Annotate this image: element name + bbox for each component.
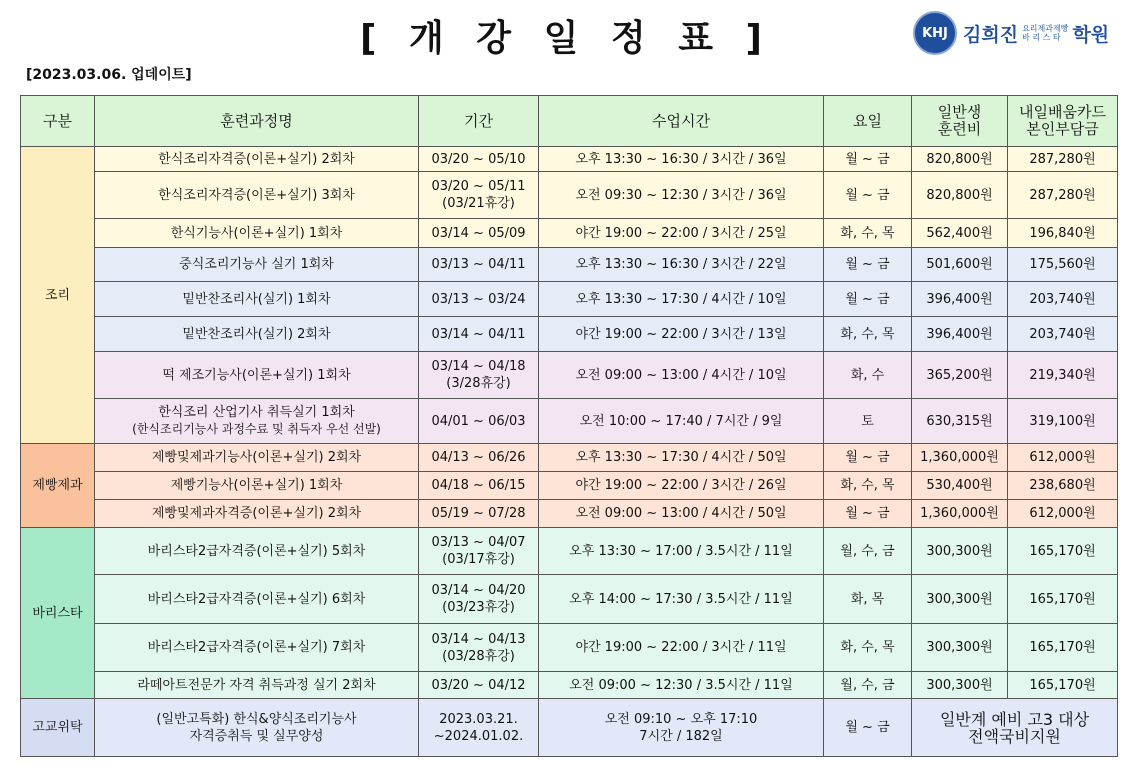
- course-name: (일반고특화) 한식&양식조리기능사: [156, 711, 357, 727]
- class-time: 오전 09:10 ~ 오후 17:10: [604, 711, 758, 727]
- course-cell: [95, 699, 419, 757]
- class-time: 오후 13:30 ~ 17:30 / 4시간 / 50일: [539, 444, 824, 472]
- category-barista: 바리스타: [21, 528, 95, 699]
- table-row: [21, 444, 1118, 472]
- logo-suffix: 학원: [1072, 23, 1110, 46]
- support-target: 일반계 예비 고3 대상: [939, 709, 1090, 729]
- header-time: 수업시간: [539, 96, 824, 147]
- table-row: [21, 248, 1118, 282]
- days: 화, 수: [824, 352, 912, 399]
- table-row: [21, 472, 1118, 500]
- copay: 165,170원: [1008, 672, 1118, 699]
- days: 월, 수, 금: [824, 672, 912, 699]
- update-date: [2023.03.06. 업데이트]: [26, 67, 192, 83]
- course-name: 중식조리기능사 실기 1회차: [95, 248, 419, 282]
- period: 03/20 ~ 05/11: [431, 179, 526, 194]
- days: 화, 목: [824, 575, 912, 624]
- copay: 165,170원: [1008, 528, 1118, 575]
- course-cell: [95, 399, 419, 444]
- table-row: [21, 528, 1118, 575]
- fee: 300,300원: [912, 672, 1008, 699]
- period: 03/14 ~ 04/18: [431, 359, 526, 374]
- table-row: [21, 672, 1118, 699]
- days: 월 ~ 금: [824, 500, 912, 528]
- fee: 820,800원: [912, 172, 1008, 219]
- course-name: 제빵및제과자격증(이론+실기) 2회차: [95, 500, 419, 528]
- period-cell: [419, 624, 539, 672]
- fee: 562,400원: [912, 219, 1008, 248]
- course-name: 한식기능사(이론+실기) 1회차: [95, 219, 419, 248]
- days: 월 ~ 금: [824, 699, 912, 757]
- course-name: 떡 제조기능사(이론+실기) 1회차: [95, 352, 419, 399]
- course-name: 바리스타2급자격증(이론+실기) 5회차: [95, 528, 419, 575]
- period: 03/20 ~ 04/12: [419, 672, 539, 699]
- header-fee: 일반생 훈련비: [912, 96, 1008, 147]
- table-row: [21, 147, 1118, 172]
- course-name: 한식조리 산업기사 취득실기 1회차: [158, 405, 355, 420]
- days: 월 ~ 금: [824, 172, 912, 219]
- course-name: 한식조리자격증(이론+실기) 2회차: [95, 147, 419, 172]
- days: 토: [824, 399, 912, 444]
- period: 03/13 ~ 04/11: [419, 248, 539, 282]
- fee: 365,200원: [912, 352, 1008, 399]
- period: 03/13 ~ 04/07: [431, 535, 526, 550]
- course-name: 제빵기능사(이론+실기) 1회차: [95, 472, 419, 500]
- course-note: (한식조리기능사 과정수료 및 취득자 우선 선발): [132, 422, 381, 436]
- header-course: 훈련과정명: [95, 96, 419, 147]
- header-days: 요일: [824, 96, 912, 147]
- days: 월, 수, 금: [824, 528, 912, 575]
- days: 화, 수, 목: [824, 219, 912, 248]
- days: 화, 수, 목: [824, 317, 912, 352]
- table-row: [21, 317, 1118, 352]
- copay: 287,280원: [1008, 172, 1118, 219]
- fee: 501,600원: [912, 248, 1008, 282]
- period-cell: [419, 352, 539, 399]
- class-time: 오전 10:00 ~ 17:40 / 7시간 / 9일: [539, 399, 824, 444]
- copay: 203,740원: [1008, 317, 1118, 352]
- logo-sub1: 요리제과제빵: [1022, 24, 1069, 33]
- fee: 300,300원: [912, 575, 1008, 624]
- course-note: 자격증취득 및 실무양성: [189, 728, 324, 744]
- copay: 203,740원: [1008, 282, 1118, 317]
- logo-emblem-icon: KHJ: [913, 11, 957, 55]
- table-row: [21, 699, 1118, 757]
- support-cell: [912, 699, 1118, 757]
- academy-logo: [913, 11, 1109, 55]
- category-cook: 조리: [21, 147, 95, 444]
- copay: 287,280원: [1008, 147, 1118, 172]
- table-row: [21, 172, 1118, 219]
- course-name: 바리스타2급자격증(이론+실기) 6회차: [95, 575, 419, 624]
- course-name: 제빵및제과기능사(이론+실기) 2회차: [95, 444, 419, 472]
- copay: 319,100원: [1008, 399, 1118, 444]
- table-row: [21, 219, 1118, 248]
- period: 05/19 ~ 07/28: [419, 500, 539, 528]
- period-note: (03/17휴강): [442, 552, 515, 567]
- class-time: 오후 14:00 ~ 17:30 / 3.5시간 / 11일: [539, 575, 824, 624]
- course-name: 한식조리자격증(이론+실기) 3회차: [95, 172, 419, 219]
- days: 월 ~ 금: [824, 147, 912, 172]
- copay: 612,000원: [1008, 444, 1118, 472]
- period: 2023.03.21.: [439, 711, 518, 727]
- period-note: (03/23휴강): [442, 600, 515, 615]
- period-cell: [419, 699, 539, 757]
- class-time: 오후 13:30 ~ 17:00 / 3.5시간 / 11일: [539, 528, 824, 575]
- period: 03/14 ~ 04/20: [431, 583, 526, 598]
- copay: 219,340원: [1008, 352, 1118, 399]
- table-row: [21, 500, 1118, 528]
- course-name: 밑반찬조리사(실기) 1회차: [95, 282, 419, 317]
- copay: 175,560원: [1008, 248, 1118, 282]
- logo-name: 김희진: [963, 23, 1019, 46]
- period: 03/14 ~ 05/09: [419, 219, 539, 248]
- logo-sub2: 바 리 스 타: [1022, 33, 1061, 42]
- copay: 238,680원: [1008, 472, 1118, 500]
- class-duration: 7시간 / 182일: [639, 728, 723, 744]
- table-row: [21, 282, 1118, 317]
- class-time: 오후 13:30 ~ 16:30 / 3시간 / 36일: [539, 147, 824, 172]
- class-time: 오전 09:00 ~ 12:30 / 3.5시간 / 11일: [539, 672, 824, 699]
- class-time: 오전 09:30 ~ 12:30 / 3시간 / 36일: [539, 172, 824, 219]
- period: 04/13 ~ 06/26: [419, 444, 539, 472]
- period: 04/18 ~ 06/15: [419, 472, 539, 500]
- copay: 165,170원: [1008, 624, 1118, 672]
- period: 04/01 ~ 06/03: [419, 399, 539, 444]
- fee: 300,300원: [912, 528, 1008, 575]
- period-note: ~2024.01.02.: [433, 728, 524, 744]
- header-period: 기간: [419, 96, 539, 147]
- fee: 530,400원: [912, 472, 1008, 500]
- days: 월 ~ 금: [824, 282, 912, 317]
- period-cell: [419, 172, 539, 219]
- table-row: [21, 399, 1118, 444]
- header-row: [21, 96, 1118, 147]
- header-copay: 내일배움카드 본인부담금: [1008, 96, 1118, 147]
- class-time-cell: [539, 699, 824, 757]
- copay: 612,000원: [1008, 500, 1118, 528]
- days: 화, 수, 목: [824, 624, 912, 672]
- period: 03/14 ~ 04/13: [431, 631, 526, 647]
- class-time: 야간 19:00 ~ 22:00 / 3시간 / 13일: [539, 317, 824, 352]
- class-time: 야간 19:00 ~ 22:00 / 3시간 / 26일: [539, 472, 824, 500]
- class-time: 야간 19:00 ~ 22:00 / 3시간 / 25일: [539, 219, 824, 248]
- course-name: 바리스타2급자격증(이론+실기) 7회차: [95, 624, 419, 672]
- class-time: 오전 09:00 ~ 13:00 / 4시간 / 50일: [539, 500, 824, 528]
- period-cell: [419, 528, 539, 575]
- table-row: [21, 624, 1118, 672]
- category-bakery: 제빵제과: [21, 444, 95, 528]
- fee: 396,400원: [912, 317, 1008, 352]
- period: 03/13 ~ 03/24: [419, 282, 539, 317]
- period-note: (03/21휴강): [442, 196, 515, 211]
- table-row: [21, 352, 1118, 399]
- fee: 396,400원: [912, 282, 1008, 317]
- days: 월 ~ 금: [824, 248, 912, 282]
- period-cell: [419, 575, 539, 624]
- course-name: 라떼아트전문가 자격 취득과정 실기 2회차: [95, 672, 419, 699]
- table-row: [21, 575, 1118, 624]
- fee: 1,360,000원: [912, 444, 1008, 472]
- header-category: 구분: [21, 96, 95, 147]
- period-note: (3/28휴강): [446, 376, 511, 391]
- support-funding: 전액국비지원: [968, 726, 1061, 746]
- period-note: (03/28휴강): [442, 648, 515, 664]
- category-school: 고교위탁: [21, 699, 95, 757]
- copay: 165,170원: [1008, 575, 1118, 624]
- class-time: 오후 13:30 ~ 16:30 / 3시간 / 22일: [539, 248, 824, 282]
- copay: 196,840원: [1008, 219, 1118, 248]
- class-time: 오전 09:00 ~ 13:00 / 4시간 / 10일: [539, 352, 824, 399]
- class-time: 오후 13:30 ~ 17:30 / 4시간 / 10일: [539, 282, 824, 317]
- fee: 1,360,000원: [912, 500, 1008, 528]
- days: 월 ~ 금: [824, 444, 912, 472]
- period: 03/14 ~ 04/11: [419, 317, 539, 352]
- fee: 820,800원: [912, 147, 1008, 172]
- days: 화, 수, 목: [824, 472, 912, 500]
- course-name: 밑반찬조리사(실기) 2회차: [95, 317, 419, 352]
- page-title: [ 개 강 일 정 표 ]: [360, 18, 772, 59]
- fee: 300,300원: [912, 624, 1008, 672]
- period: 03/20 ~ 05/10: [419, 147, 539, 172]
- class-time: 야간 19:00 ~ 22:00 / 3시간 / 11일: [539, 624, 824, 672]
- fee: 630,315원: [912, 399, 1008, 444]
- schedule-table: [20, 95, 1118, 757]
